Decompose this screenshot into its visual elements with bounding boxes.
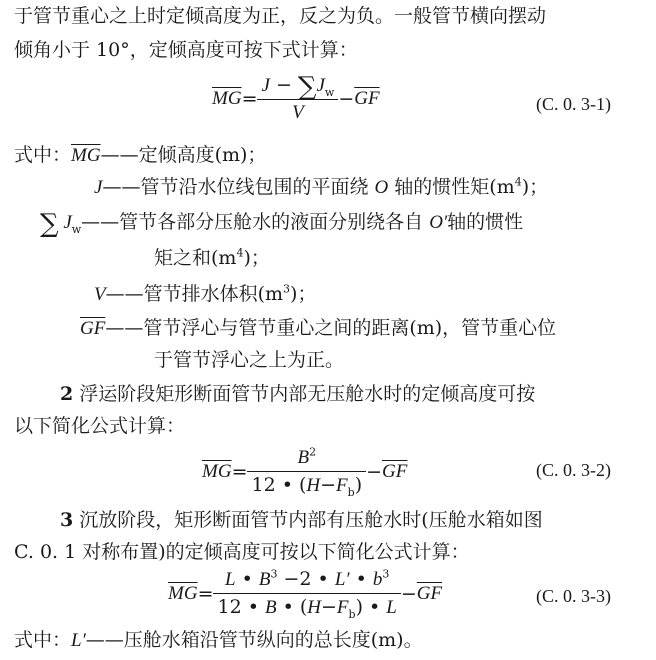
definition-gf-cont: 于管节浮心之上为正。 <box>154 349 345 371</box>
text-line: 于管节重心之上时定倾高度为正，反之为负。一般管节横向摆动 <box>14 5 547 27</box>
equation-c032: $\overline{MG}$ = $\frac{B^2}{12 • (H-F_b)}$ − $\overline{GF}$ <box>202 445 408 499</box>
sum-symbol: ∑ <box>297 72 317 102</box>
denominator: 12 • B • $(H-F_b)$ • L <box>217 596 397 621</box>
denominator: 12 • $(H-F_b)$ <box>251 474 363 499</box>
paragraph-line <box>14 4 546 28</box>
sum-symbol: ∑ <box>40 209 59 239</box>
clause-item-2-cont: 以下简化公式计算： <box>14 415 186 437</box>
paragraph-line <box>14 38 358 62</box>
equation-number: (C. 0. 3-3) <box>536 586 611 606</box>
clause-item-3-cont: C. 0. 1 对称布置)的定倾高度可按以下简化公式计算： <box>14 541 470 563</box>
text-line: 倾角小于 10°，定倾高度可按下式计算： <box>14 39 358 61</box>
numerator: $J - \sum J_w$ <box>257 74 338 100</box>
numerator: L • $B^3 -2$ • L′ • $b^3$ <box>213 568 400 594</box>
mg-symbol: $\overline{MG}$ <box>212 88 242 109</box>
definition-sum-jw-cont: 矩之和$(m^4)$； <box>154 246 270 269</box>
denominator: V <box>292 102 304 123</box>
equation-number: (C. 0. 3-1) <box>536 94 611 114</box>
equation-c033: $\overline{MG}$ = $\frac{L • B^3 -2 • L' • b^3}{12 • B • (H-F_b) • L}$ − $\overline{GF}$ <box>168 567 443 621</box>
fraction <box>213 568 400 619</box>
definition-mg: 式中：$\overline{MG}——$定倾高度(m)； <box>14 144 267 166</box>
equation-number: (C. 0. 3-2) <box>536 460 611 480</box>
definition-j: J——管节沿水位线包围的平面绕 O 轴的惯性矩$(m^4)$； <box>94 175 549 198</box>
equation-c031 <box>212 74 380 124</box>
numerator: $B^2$ <box>247 446 366 472</box>
minus-sign: − <box>338 88 355 110</box>
definition-v: V——管节排水体积$(m^3)$； <box>94 282 317 305</box>
clause-item-2: 2 浮运阶段矩形断面管节内部无压舱水时的定倾高度可按 <box>60 383 536 405</box>
definition-sum-jw: ∑ $J_w——$管节各部分压舱水的液面分别绕各自 O′轴的惯性 <box>40 209 524 239</box>
definition-gf: $\overline{GF}——$管节浮心与管节重心之间的距离(m)，管节重心位 <box>80 317 557 339</box>
fraction <box>247 446 366 497</box>
definition-l-prime: 式中：L′——压舱水箱沿管节纵向的总长度(m)。 <box>14 629 423 651</box>
clause-item-3: 3 沉放阶段，矩形断面管节内部有压舱水时(压舱水箱如图 <box>60 509 543 531</box>
equals-sign: = <box>241 88 258 110</box>
fraction <box>257 74 338 124</box>
gf-symbol: $\overline{GF}$ <box>354 88 380 109</box>
